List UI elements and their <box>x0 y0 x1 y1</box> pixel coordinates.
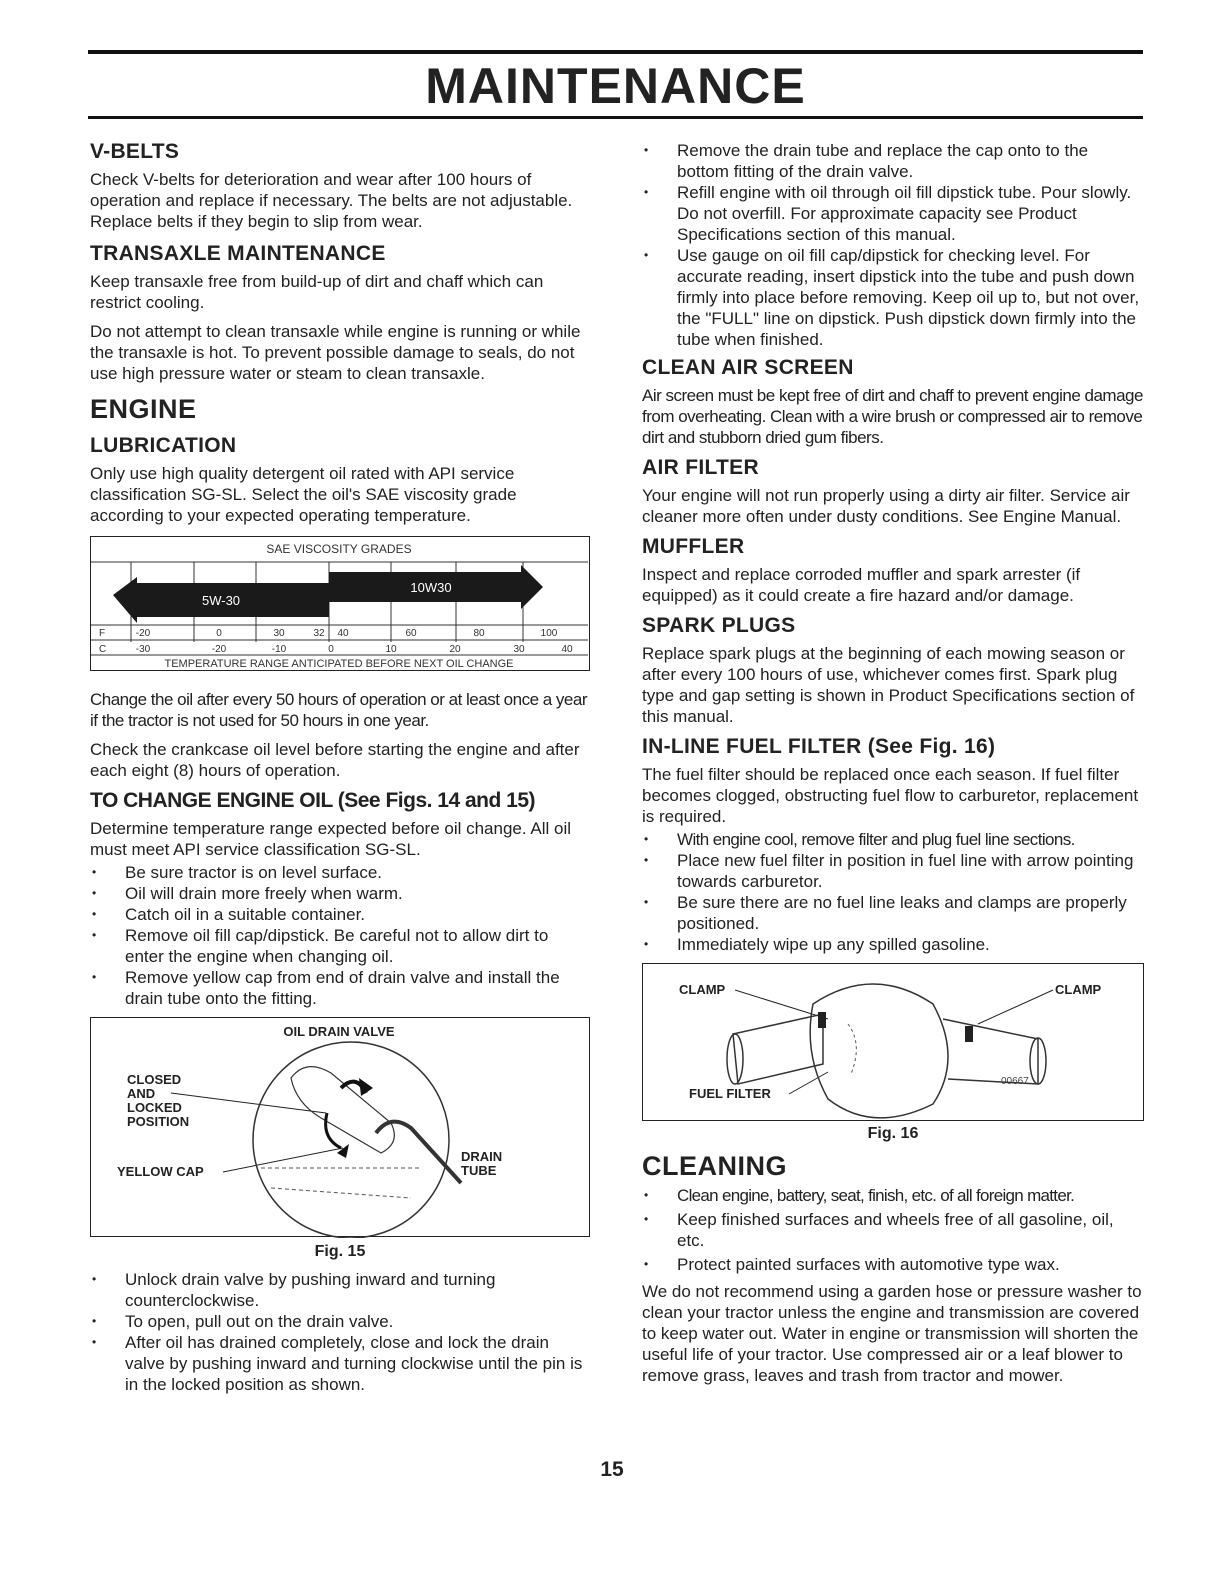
muffler-text: Inspect and replace corroded muffler and spark arrester (if equipped) as it could create a fire hazard and/or damage. <box>642 565 1081 605</box>
air-screen-text: Air screen must be kept free of dirt and chaff to prevent engine damage from overheating. Clean with a wire brush or compressed air to remove dirt and stubborn dried gum fibers. <box>642 386 1143 447</box>
transaxle-paragraph-1: Keep transaxle free from build-up of dirt and chaff which can restrict cooling. <box>90 272 544 312</box>
closed-label-line-1: CLOSED <box>127 1072 182 1087</box>
fig15-title: OIL DRAIN VALVE <box>283 1024 395 1039</box>
c-tick-label: 0 <box>328 644 334 655</box>
right-column <box>642 140 1144 1394</box>
spark-plugs-text: Replace spark plugs at the beginning of each mowing season or after every 100 hours of use, whichever comes first. Spark plug type and gap setting is shown in Product Specifications section of this manual. <box>642 644 1135 726</box>
c-tick-label: 10 <box>385 644 397 655</box>
f-tick-label: 60 <box>405 628 417 639</box>
list-item: • Remove the drain tube and replace the cap onto to the bottom fitting of the drain valve. <box>642 140 1144 182</box>
list-item: • Clean engine, battery, seat, finish, etc. of all foreign matter. <box>642 1185 1144 1206</box>
fuel-filter-label: FUEL FILTER <box>689 1086 771 1101</box>
air-filter-heading: AIR FILTER <box>642 456 759 479</box>
list-item: • Catch oil in a suitable container. <box>90 904 590 925</box>
transaxle-paragraph-2: Do not attempt to clean transaxle while engine is running or while the transaxle is hot. To prevent possible damage to seals, do not use high pressure water or steam to clean transaxle. <box>90 322 581 383</box>
cleaning-text: We do not recommend using a garden hose or pressure washer to clean your tractor unless the engine and transmission are covered to keep water out. Water in engine or transmission will shorten the useful life of your tractor. Use compressed air or a leaf blower to remove grass, leaves and trash from tractor and mower. <box>642 1282 1142 1385</box>
fuel-filter-figure <box>642 963 1144 1121</box>
fuel-filter-heading: IN-LINE FUEL FILTER (See Fig. 16) <box>642 735 996 758</box>
clamp-right-label: CLAMP <box>1055 982 1102 997</box>
list-item: • Be sure there are no fuel line leaks and clamps are properly positioned. <box>642 892 1144 934</box>
air-filter-text: Your engine will not run properly using a dirty air filter. Service air cleaner more often under dusty conditions. See Engine Manual. <box>642 486 1130 526</box>
engine-heading: ENGINE <box>90 394 197 424</box>
oil-change-paragraph-1: Change the oil after every 50 hours of operation or at least once a year if the tractor is not used for 50 hours in one year. <box>90 690 587 730</box>
closed-label-line-4: POSITION <box>127 1114 190 1129</box>
f-tick-label: 100 <box>540 628 558 639</box>
c-axis-ticks <box>136 644 573 655</box>
list-item: • Unlock drain valve by pushing inward and turning counterclockwise. <box>90 1269 590 1311</box>
lubrication-text: Only use high quality detergent oil rated with API service classification SG-SL. Select the oil's SAE viscosity grade according to your expected operating temperature. <box>90 464 517 525</box>
list-item: • To open, pull out on the drain valve. <box>90 1311 590 1332</box>
list-item: • Protect painted surfaces with automotive type wax. <box>642 1254 1144 1275</box>
refill-steps <box>642 140 1144 350</box>
top-rule <box>88 50 1143 54</box>
grade-5w30-label: 5W-30 <box>201 593 241 608</box>
f-tick-label: 40 <box>337 628 349 639</box>
part-number: 00667 <box>1001 1076 1029 1087</box>
sae-chart-footer: TEMPERATURE RANGE ANTICIPATED BEFORE NEXT OIL CHANGE <box>164 658 514 670</box>
change-oil-heading: TO CHANGE ENGINE OIL (See Figs. 14 and 15) <box>90 789 535 812</box>
f-tick-label: 32 <box>313 628 325 639</box>
f-tick-label: 30 <box>273 628 285 639</box>
drain-tube-label-line-2: TUBE <box>461 1163 497 1178</box>
fuel-filter-steps <box>642 829 1144 955</box>
drain-tube-label-line-1: DRAIN <box>461 1149 503 1164</box>
sae-chart-title: SAE VISCOSITY GRADES <box>266 542 412 556</box>
clamp-left-label: CLAMP <box>679 982 726 997</box>
transaxle-heading: TRANSAXLE MAINTENANCE <box>90 242 386 265</box>
f-axis-ticks <box>136 628 558 639</box>
list-item: • Remove oil fill cap/dipstick. Be careful not to allow dirt to enter the engine when changing oil. <box>90 925 590 967</box>
c-tick-label: 20 <box>449 644 461 655</box>
list-item: • With engine cool, remove filter and plug fuel line sections. <box>642 829 1144 850</box>
closed-label-line-3: LOCKED <box>127 1100 182 1115</box>
oil-drain-valve-figure <box>90 1017 590 1237</box>
list-item: • Place new fuel filter in position in fuel line with arrow pointing towards carburetor. <box>642 850 1144 892</box>
f-tick-label: 0 <box>216 628 222 639</box>
page-number: 15 <box>600 1458 624 1481</box>
yellow-cap-label: YELLOW CAP <box>117 1164 204 1179</box>
muffler-heading: MUFFLER <box>642 535 745 558</box>
closed-label-line-2: AND <box>127 1086 156 1101</box>
c-tick-label: 40 <box>561 644 573 655</box>
list-item: • Remove yellow cap from end of drain valve and install the drain tube onto the fitting. <box>90 967 590 1009</box>
c-tick-label: -10 <box>271 644 287 655</box>
change-oil-steps <box>90 862 590 1009</box>
c-axis-label: C <box>99 644 107 655</box>
page-title: MAINTENANCE <box>425 58 806 114</box>
cleaning-steps <box>642 1185 1144 1275</box>
list-item: • Refill engine with oil through oil fill dipstick tube. Pour slowly. Do not overfill. For approximate capacity see Product Specifications section of this manual. <box>642 182 1144 245</box>
oil-change-paragraph-2: Check the crankcase oil level before starting the engine and after each eight (8) hours of operation. <box>90 740 580 780</box>
c-tick-label: -30 <box>135 644 151 655</box>
c-tick-label: 30 <box>513 644 525 655</box>
change-oil-text: Determine temperature range expected before oil change. All oil must meet API service classification SG-SL. <box>90 819 572 859</box>
sae-viscosity-chart <box>90 536 590 671</box>
vbelts-heading: V-BELTS <box>90 140 180 163</box>
list-item: • Use gauge on oil fill cap/dipstick for checking level. For accurate reading, insert dipstick into the tube and push down firmly into place before removing. Keep oil up to, but not over, the "FULL" line on dipstick. Push dipstick down firmly into the tube when finished. <box>642 245 1144 350</box>
spark-plugs-heading: SPARK PLUGS <box>642 614 796 637</box>
title-rule <box>88 116 1143 119</box>
vbelts-text: Check V-belts for deterioration and wear after 100 hours of operation and replace if necessary. The belts are not adjustable. Replace belts if they begin to slip from wear. <box>90 170 573 231</box>
lubrication-heading: LUBRICATION <box>90 434 237 457</box>
left-column <box>90 140 590 1401</box>
f-tick-label: -20 <box>135 628 151 639</box>
c-tick-label: -20 <box>211 644 227 655</box>
f-tick-label: 80 <box>473 628 485 639</box>
fig16-caption: Fig. 16 <box>867 1125 919 1142</box>
grade-10w30-label: 10W30 <box>410 580 452 595</box>
drain-steps <box>90 1269 590 1395</box>
fuel-filter-text: The fuel filter should be replaced once each season. If fuel filter becomes clogged, obstructing fuel flow to carburetor, replacement is required. <box>642 765 1139 826</box>
list-item: • Keep finished surfaces and wheels free of all gasoline, oil, etc. <box>642 1209 1144 1251</box>
cleaning-heading: CLEANING <box>642 1151 787 1181</box>
list-item: • Be sure tractor is on level surface. <box>90 862 590 883</box>
f-axis-label: F <box>99 628 106 639</box>
list-item: • After oil has drained completely, close and lock the drain valve by pushing inward and turning clockwise until the pin is in the locked position as shown. <box>90 1332 590 1395</box>
fuel-filter-illustration <box>727 984 1046 1118</box>
list-item: • Immediately wipe up any spilled gasoline. <box>642 934 1144 955</box>
list-item: • Oil will drain more freely when warm. <box>90 883 590 904</box>
fig15-caption: Fig. 15 <box>314 1243 366 1260</box>
air-screen-heading: CLEAN AIR SCREEN <box>642 356 854 379</box>
